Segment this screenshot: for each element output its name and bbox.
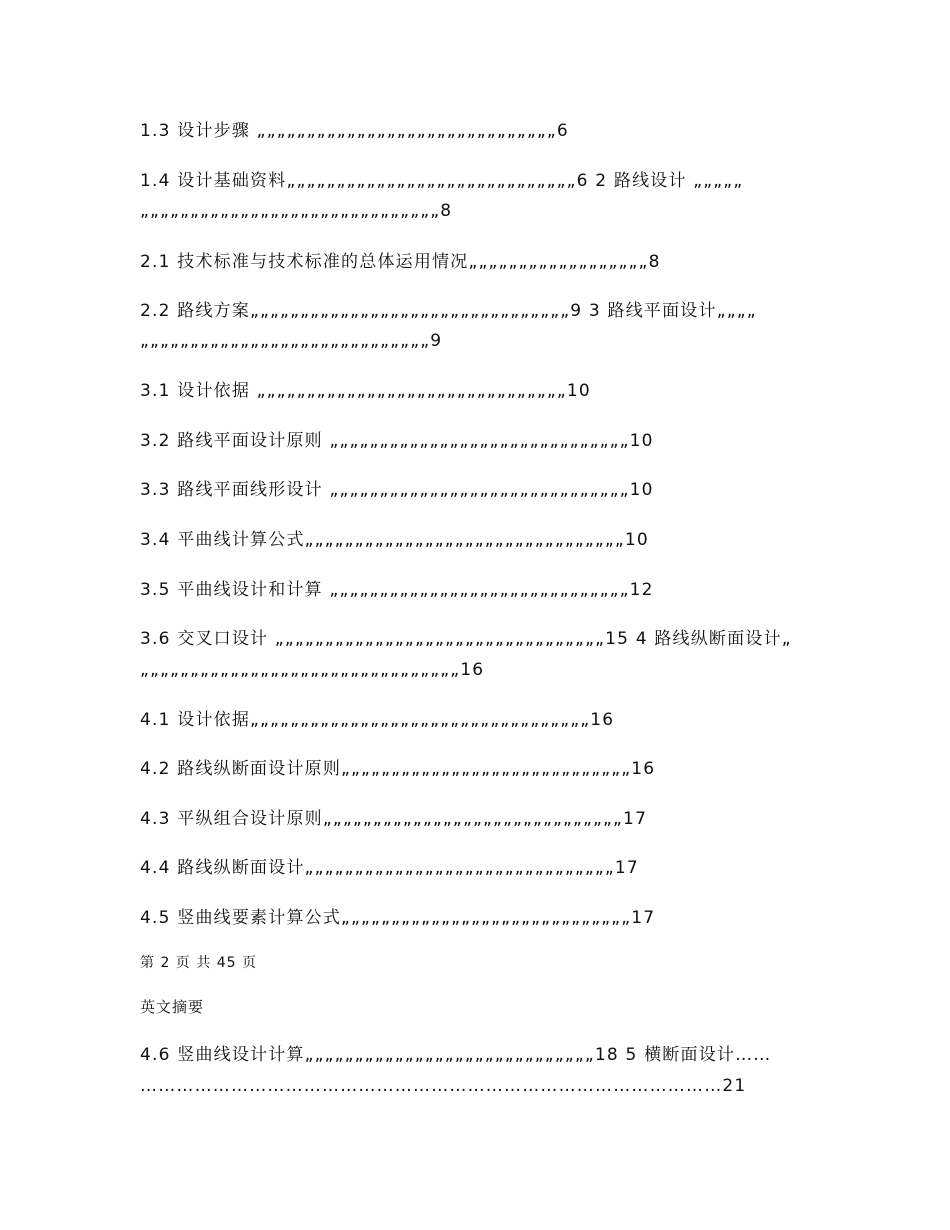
toc-entry-1-4: 1.4 设计基础资料„„„„„„„„„„„„„„„„„„„„„„„„„„„„„6 2 路线设计 „„„„„ <box>140 171 744 191</box>
toc-entry-4-6: 4.6 竖曲线设计计算„„„„„„„„„„„„„„„„„„„„„„„„„„„„„18 5 横断面设计…… <box>140 1045 772 1065</box>
toc-entry-4-4: 4.4 路线纵断面设计„„„„„„„„„„„„„„„„„„„„„„„„„„„„„„„17 <box>140 858 639 878</box>
toc-entry-3-3: 3.3 路线平面线形设计 „„„„„„„„„„„„„„„„„„„„„„„„„„„„„„10 <box>140 480 654 500</box>
toc-entry-3-5: 3.5 平曲线设计和计算 „„„„„„„„„„„„„„„„„„„„„„„„„„„„„„12 <box>140 580 654 600</box>
toc-entry-4-1: 4.1 设计依据„„„„„„„„„„„„„„„„„„„„„„„„„„„„„„„„„„16 <box>140 710 615 730</box>
toc-entry-3-1: 3.1 设计依据 „„„„„„„„„„„„„„„„„„„„„„„„„„„„„„„10 <box>140 381 591 401</box>
section-heading: 英文摘要 <box>140 998 205 1016</box>
toc-entry-3-2: 3.2 路线平面设计原则 „„„„„„„„„„„„„„„„„„„„„„„„„„„„„„10 <box>140 431 654 451</box>
toc-entry-3-4: 3.4 平曲线计算公式„„„„„„„„„„„„„„„„„„„„„„„„„„„„„„„„10 <box>140 530 649 550</box>
toc-entry-4-2: 4.2 路线纵断面设计原则„„„„„„„„„„„„„„„„„„„„„„„„„„„„„16 <box>140 759 656 779</box>
toc-entry-2-2: 2.2 路线方案„„„„„„„„„„„„„„„„„„„„„„„„„„„„„„„„9 3 路线平面设计„„„„ <box>140 301 757 321</box>
toc-entry-2-2-cont: „„„„„„„„„„„„„„„„„„„„„„„„„„„„„9 <box>140 331 443 351</box>
toc-entry-3-6: 3.6 交叉口设计 „„„„„„„„„„„„„„„„„„„„„„„„„„„„„„„„„15 4 路线纵断面设计„ <box>140 629 792 649</box>
toc-entry-1-4-cont: „„„„„„„„„„„„„„„„„„„„„„„„„„„„„„8 <box>140 201 453 221</box>
toc-entry-1-3: 1.3 设计步骤 „„„„„„„„„„„„„„„„„„„„„„„„„„„„„„6 <box>140 121 569 141</box>
toc-entry-4-6-cont: ……………………………………………………………………………………21 <box>140 1076 747 1096</box>
toc-entry-2-1: 2.1 技术标准与技术标准的总体运用情况„„„„„„„„„„„„„„„„„„8 <box>140 252 661 272</box>
toc-entry-3-6-cont: „„„„„„„„„„„„„„„„„„„„„„„„„„„„„„„„16 <box>140 660 485 680</box>
page-footer: 第 2 页 共 45 页 <box>140 955 257 971</box>
toc-entry-4-3: 4.3 平纵组合设计原则„„„„„„„„„„„„„„„„„„„„„„„„„„„„„„17 <box>140 809 648 829</box>
toc-entry-4-5: 4.5 竖曲线要素计算公式„„„„„„„„„„„„„„„„„„„„„„„„„„„„„17 <box>140 908 656 928</box>
